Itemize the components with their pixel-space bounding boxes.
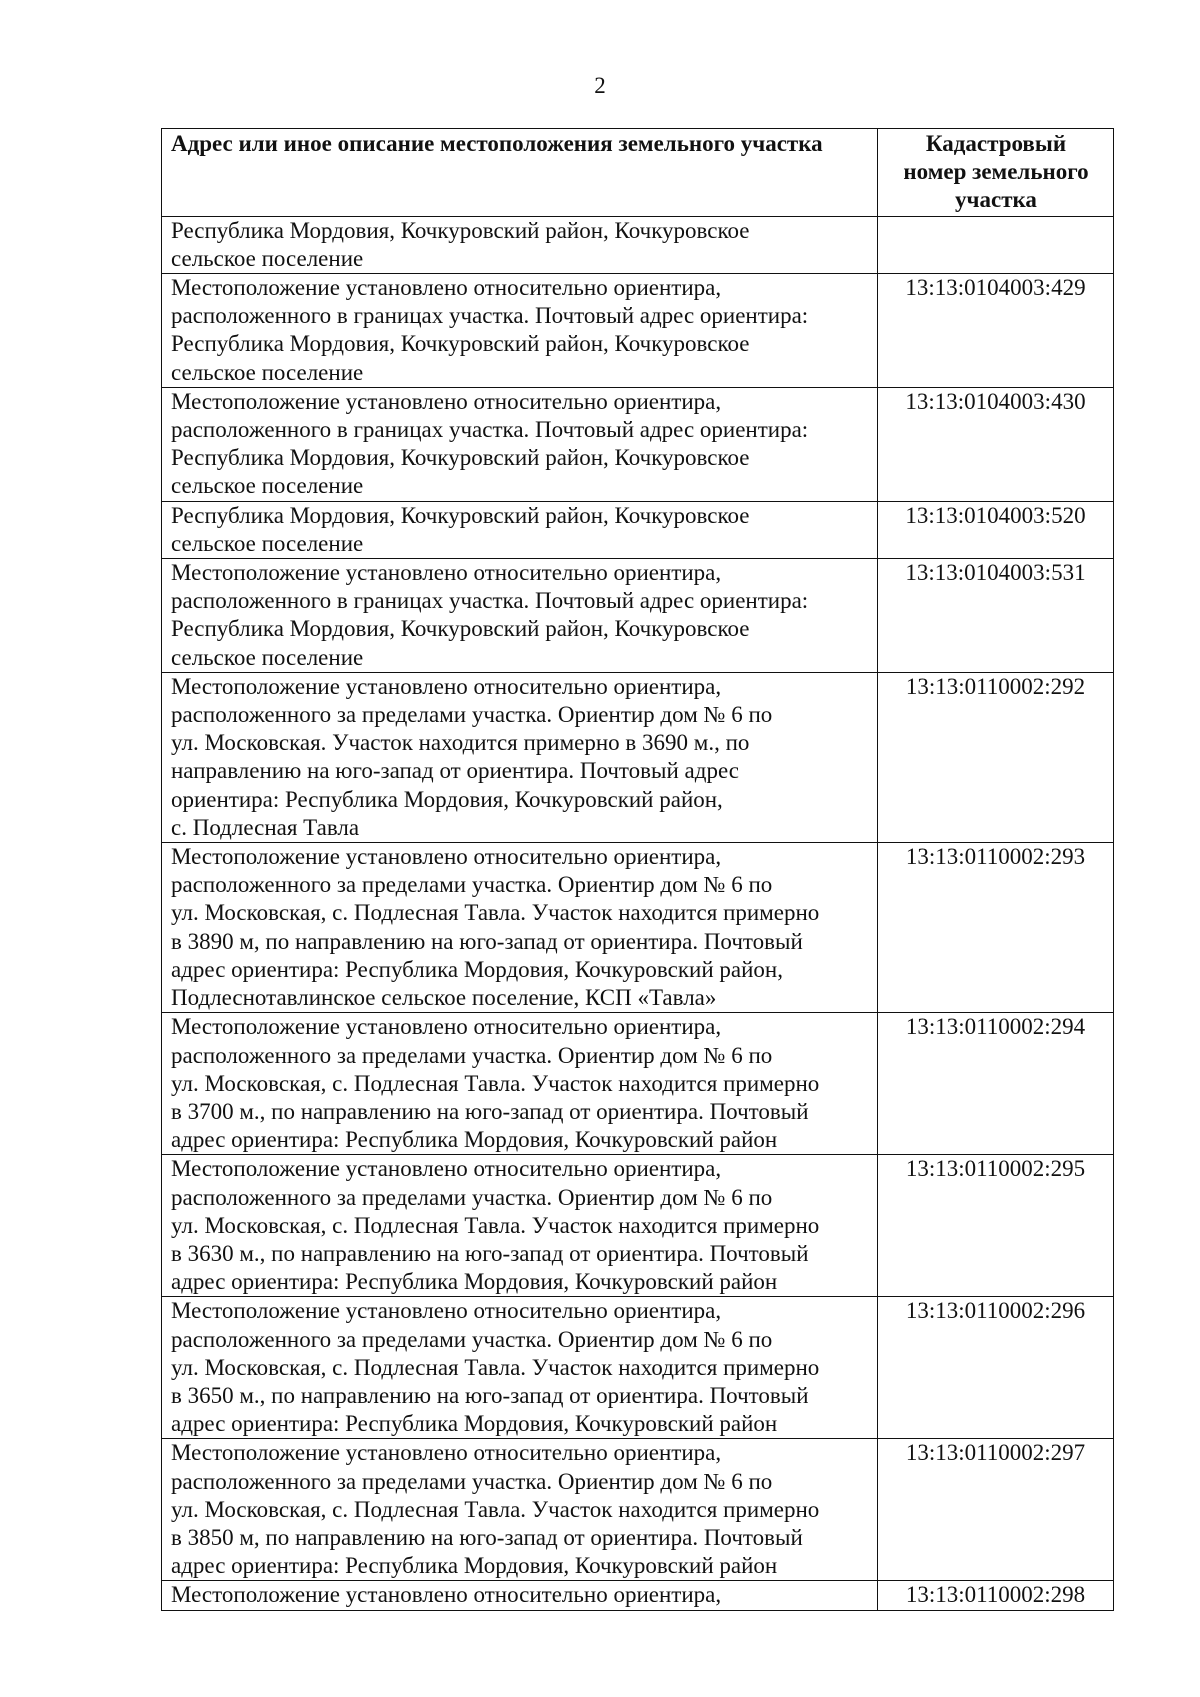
address-line: ориентира: Республика Мордовия, Кочкуровский район,: [171, 786, 723, 812]
address-line: расположенного за пределами участка. Ориентир дом № 6 по: [171, 872, 773, 898]
address-line: Республика Мордовия, Кочкуровский район, Кочкуровское: [171, 217, 750, 243]
address-line: расположенного в границах участка. Почтовый адрес ориентира:: [171, 417, 809, 443]
address-line: в 3650 м., по направлению на юго-запад от ориентира. Почтовый: [171, 1382, 809, 1408]
address-line: расположенного в границах участка. Почтовый адрес ориентира:: [171, 588, 809, 614]
page-number: 2: [594, 73, 606, 98]
address-line: сельское поселение: [171, 644, 364, 670]
table-row: [162, 1581, 1114, 1610]
address-line: адрес ориентира: Республика Мордовия, Кочкуровский район: [171, 1411, 778, 1437]
table-row: [162, 1439, 1114, 1581]
cadastral-number-cell: 13:13:0104003:429: [878, 274, 1114, 388]
address-line: Местоположение установлено относительно ориентира,: [171, 275, 722, 301]
address-line: Республика Мордовия, Кочкуровский район, Кочкуровское: [171, 616, 750, 642]
address-line: с. Подлесная Тавла: [171, 814, 360, 840]
address-line: Местоположение установлено относительно ориентира,: [171, 673, 722, 699]
address-line: адрес ориентира: Республика Мордовия, Кочкуровский район: [171, 1553, 778, 1579]
address-line: направлению на юго-запад от ориентира. Почтовый адрес: [171, 758, 739, 784]
table-row: [162, 843, 1114, 1013]
address-line: Республика Мордовия, Кочкуровский район, Кочкуровское: [171, 502, 750, 528]
address-cell: [162, 843, 878, 1013]
column-header-address: Адрес или иное описание местоположения земельного участка: [162, 129, 878, 217]
address-line: Местоположение установлено относительно ориентира,: [171, 560, 722, 586]
address-line: Подлеснотавлинское сельское поселение, КСП «Тавла»: [171, 985, 717, 1011]
column-header-cadastral-line: Кадастровый: [925, 131, 1067, 156]
cadastral-number-cell: 13:13:0110002:294: [878, 1013, 1114, 1155]
cadastral-number-cell: 13:13:0104003:520: [878, 501, 1114, 558]
address-cell: [162, 559, 878, 673]
table-row: [162, 274, 1114, 388]
address-line: Местоположение установлено относительно ориентира,: [171, 1156, 722, 1182]
address-line: ул. Московская, с. Подлесная Тавла. Участок находится примерно: [171, 900, 820, 926]
address-line: расположенного в границах участка. Почтовый адрес ориентира:: [171, 303, 809, 329]
address-line: адрес ориентира: Республика Мордовия, Кочкуровский район,: [171, 956, 783, 982]
address-cell: [162, 672, 878, 842]
table-row: [162, 559, 1114, 673]
address-cell: [162, 1297, 878, 1439]
address-cell: [162, 1581, 878, 1610]
address-line: сельское поселение: [171, 359, 364, 385]
cadastral-number-cell: 13:13:0110002:295: [878, 1155, 1114, 1297]
address-line: ул. Московская. Участок находится примерно в 3690 м., по: [171, 730, 750, 756]
table-row: [162, 1155, 1114, 1297]
address-line: ул. Московская, с. Подлесная Тавла. Участок находится примерно: [171, 1212, 820, 1238]
address-cell: [162, 216, 878, 273]
address-line: адрес ориентира: Республика Мордовия, Кочкуровский район: [171, 1269, 778, 1295]
address-line: ул. Московская, с. Подлесная Тавла. Участок находится примерно: [171, 1070, 820, 1096]
table-row: [162, 387, 1114, 501]
address-line: сельское поселение: [171, 473, 364, 499]
cadastral-number-cell: 13:13:0110002:292: [878, 672, 1114, 842]
cadastral-number-cell: 13:13:0110002:293: [878, 843, 1114, 1013]
address-line: Местоположение установлено относительно ориентира,: [171, 844, 722, 870]
address-line: Местоположение установлено относительно ориентира,: [171, 1440, 722, 1466]
address-line: адрес ориентира: Республика Мордовия, Кочкуровский район: [171, 1127, 778, 1153]
cadastral-number-cell: 13:13:0104003:430: [878, 387, 1114, 501]
cadastral-number-cell: [878, 216, 1114, 273]
address-line: расположенного за пределами участка. Ориентир дом № 6 по: [171, 702, 773, 728]
address-cell: [162, 1013, 878, 1155]
address-line: в 3890 м, по направлению на юго-запад от ориентира. Почтовый: [171, 928, 803, 954]
address-line: в 3700 м., по направлению на юго-запад от ориентира. Почтовый: [171, 1098, 809, 1124]
cadastral-number-cell: 13:13:0110002:298: [878, 1581, 1114, 1610]
land-plots-table: [161, 128, 1114, 1611]
address-line: в 3850 м, по направлению на юго-запад от ориентира. Почтовый: [171, 1524, 803, 1550]
table-body: [162, 216, 1114, 1610]
cadastral-number-cell: 13:13:0110002:296: [878, 1297, 1114, 1439]
column-header-cadastral-line: участка: [955, 187, 1037, 213]
address-line: расположенного за пределами участка. Ориентир дом № 6 по: [171, 1326, 773, 1352]
address-line: Местоположение установлено относительно ориентира,: [171, 1014, 722, 1040]
table-row: [162, 672, 1114, 842]
address-cell: [162, 274, 878, 388]
address-cell: [162, 1439, 878, 1581]
table-row: [162, 1297, 1114, 1439]
address-line: ул. Московская, с. Подлесная Тавла. Участок находится примерно: [171, 1354, 820, 1380]
table-row: [162, 216, 1114, 273]
address-cell: [162, 501, 878, 558]
address-line: расположенного за пределами участка. Ориентир дом № 6 по: [171, 1468, 773, 1494]
table-header-row: [162, 129, 1114, 217]
table-header: [162, 129, 1114, 217]
cadastral-number-cell: 13:13:0110002:297: [878, 1439, 1114, 1581]
table-row: [162, 501, 1114, 558]
address-line: расположенного за пределами участка. Ориентир дом № 6 по: [171, 1184, 773, 1210]
column-header-cadastral-line: номер земельного: [903, 159, 1089, 185]
address-line: Местоположение установлено относительно ориентира,: [171, 388, 722, 414]
address-line: расположенного за пределами участка. Ориентир дом № 6 по: [171, 1042, 773, 1068]
column-header-cadastral-number: [878, 129, 1114, 217]
address-line: Республика Мордовия, Кочкуровский район, Кочкуровское: [171, 331, 750, 357]
table-row: [162, 1013, 1114, 1155]
address-line: Местоположение установлено относительно ориентира,: [171, 1298, 722, 1324]
address-line: Республика Мордовия, Кочкуровский район, Кочкуровское: [171, 445, 750, 471]
address-line: Местоположение установлено относительно ориентира,: [171, 1582, 722, 1608]
address-cell: [162, 387, 878, 501]
address-line: ул. Московская, с. Подлесная Тавла. Участок находится примерно: [171, 1496, 820, 1522]
address-line: сельское поселение: [171, 530, 364, 556]
cadastral-number-cell: 13:13:0104003:531: [878, 559, 1114, 673]
address-cell: [162, 1155, 878, 1297]
address-line: сельское поселение: [171, 245, 364, 271]
address-line: в 3630 м., по направлению на юго-запад от ориентира. Почтовый: [171, 1240, 809, 1266]
